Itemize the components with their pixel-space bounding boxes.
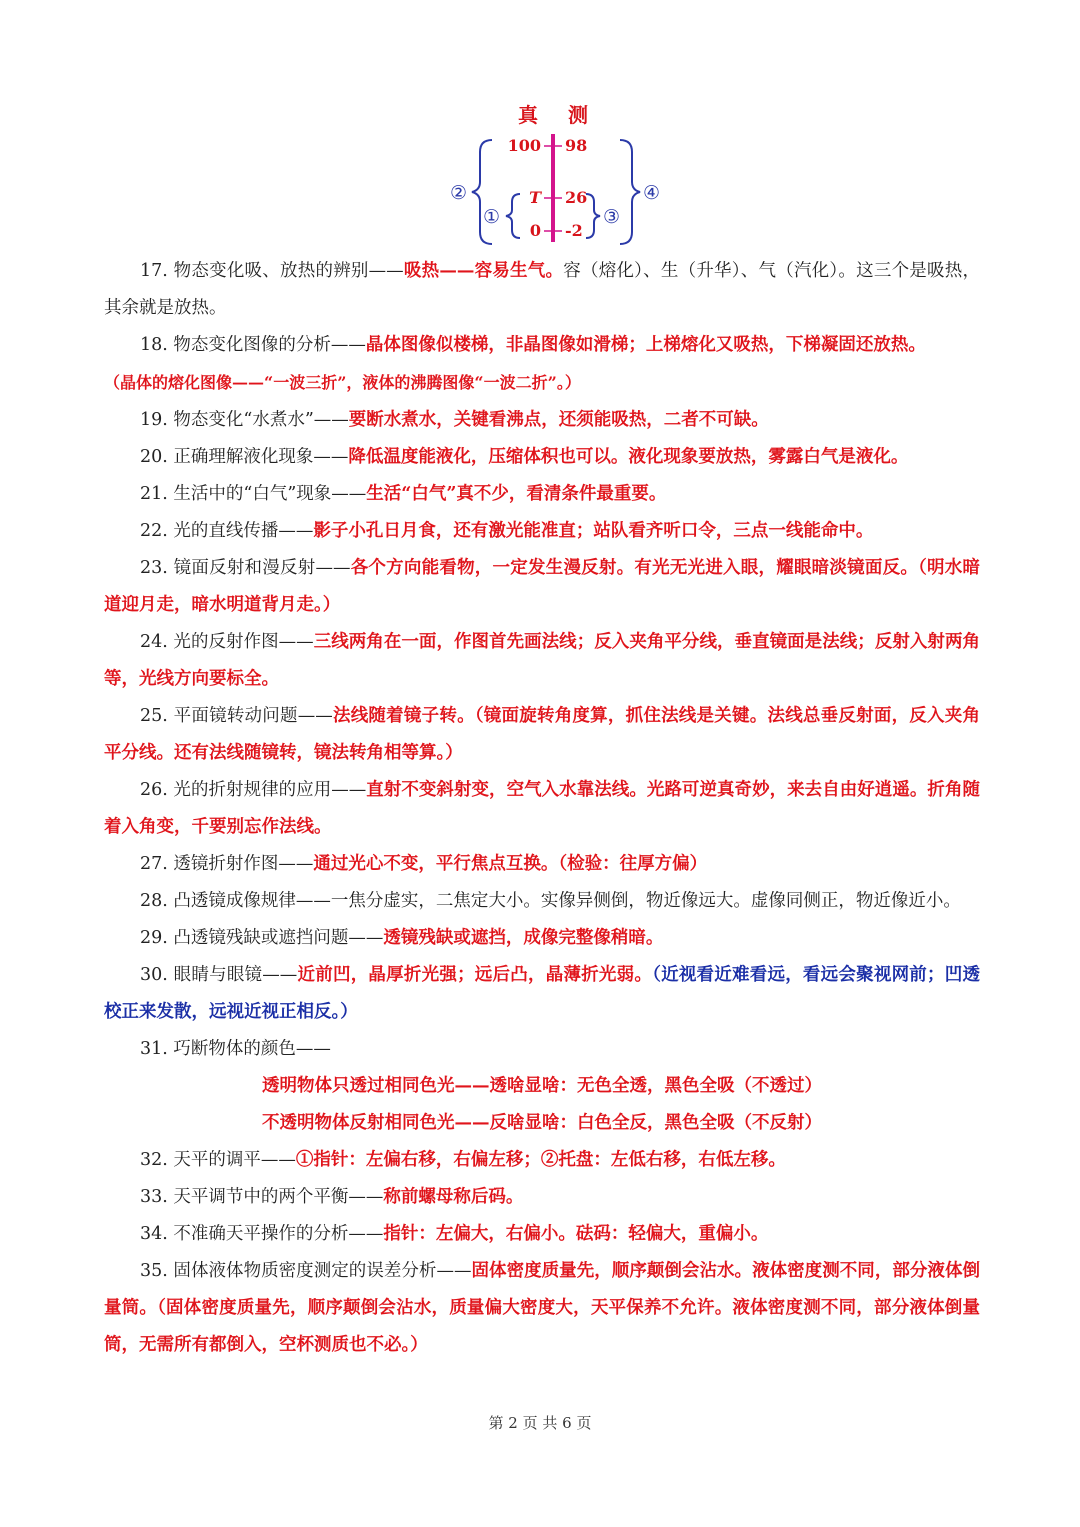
brace-inner-left (506, 194, 520, 238)
item-31-title: 31. 巧断物体的颜色—— (140, 1039, 331, 1059)
item-34-title: 34. 不准确天平操作的分析—— (140, 1224, 384, 1244)
item-29-key: 透镜残缺或遮挡，成像完整像稍暗。 (383, 928, 664, 948)
item-32-title: 32. 天平的调平—— (140, 1150, 296, 1170)
item-27-title: 27. 透镜折射作图—— (140, 854, 314, 874)
item-33-key: 称前螺母称后码。 (383, 1187, 524, 1207)
item-24-key: 三线两角在一面，作图首先画法线；反入夹角平分线，垂直镜面是法线；反射入射两角等，光线方向要标全。 (104, 632, 980, 689)
item-31 (104, 1031, 980, 1068)
item-25-title: 25. 平面镜转动问题—— (140, 706, 333, 726)
knowledge-points (104, 253, 980, 1364)
item-33-title: 33. 天平调节中的两个平衡—— (140, 1187, 384, 1207)
tick-label-0: 0 (529, 221, 541, 240)
item-18 (104, 327, 980, 364)
item-32 (104, 1142, 980, 1179)
item-29 (104, 920, 980, 957)
item-21-key: 生活“白气”真不少，看清条件最重要。 (366, 484, 667, 504)
item-25 (104, 698, 980, 772)
item-19 (104, 402, 980, 439)
item-35-key: 固体密度质量先，顺序颠倒会沾水。液体密度测不同，部分液体倒量筒。（固体密度质量先，顺序颠倒会沾水，质量偏大密度大，天平保养不允许。液体密度测不同，部分液体倒量筒，无需所有都倒入，空杯测质也不必。） (104, 1261, 980, 1355)
item-28-title: 28. 凸透镜成像规律—— (140, 891, 331, 911)
item-35 (104, 1253, 980, 1364)
item-30 (104, 957, 980, 1031)
item-18-note-text: （晶体的熔化图像——“一波三折”，液体的沸腾图像“一波二折”。） (104, 373, 581, 392)
item-23-title: 23. 镜面反射和漫反射—— (140, 558, 351, 578)
item-22 (104, 513, 980, 550)
circle-label-3: ③ (603, 206, 621, 228)
tick-label-98: 98 (565, 136, 588, 155)
tick-label-100: 100 (507, 136, 541, 155)
item-21 (104, 476, 980, 513)
circle-label-4: ④ (643, 182, 661, 204)
page-footer: 第 2 页 共 6 页 (488, 1414, 592, 1432)
item-27 (104, 846, 980, 883)
item-26-key: 直射不变斜射变，空气入水靠法线。光路可逆真奇妙，来去自由好逍遥。折角随着入角变，千要别忘作法线。 (104, 780, 980, 837)
item-34-key: 指针：左偏大，右偏小。砝码：轻偏大，重偏小。 (383, 1224, 769, 1244)
circle-label-1: ① (483, 206, 501, 228)
item-18-key: 晶体图像似楼梯，非晶图像如滑梯；上梯熔化又吸热，下梯凝固还放热。 (365, 335, 926, 355)
item-18-note (104, 364, 980, 402)
color-rule-transparent-text: 透明物体只透过相同色光——透啥显啥：无色全透，黑色全吸（不透过） (262, 1076, 822, 1096)
item-24 (104, 624, 980, 698)
item-32-key: ①指针：左偏右移，右偏左移；②托盘：左低右移，右低左移。 (295, 1150, 786, 1170)
item-22-title: 22. 光的直线传播—— (140, 521, 314, 541)
item-29-title: 29. 凸透镜残缺或遮挡问题—— (140, 928, 384, 948)
color-rule-opaque (104, 1105, 980, 1142)
item-30-title: 30. 眼睛与眼镜—— (140, 965, 298, 985)
label-true: 真 (518, 103, 538, 127)
item-17 (104, 253, 980, 327)
item-27-key: 通过光心不变，平行焦点互换。（检验：往厚方偏） (313, 854, 708, 874)
item-25-key: 法线随着镜子转。（镜面旋转角度算，抓住法线是关键。法线总垂反射面，反入夹角平分线。还有法线随镜转，镜法转角相等算。） (104, 706, 980, 763)
item-20 (104, 439, 980, 476)
item-19-key: 要断水煮水，关键看沸点，还须能吸热，二者不可缺。 (348, 410, 769, 430)
item-21-title: 21. 生活中的“白气”现象—— (140, 484, 367, 504)
item-18-title: 18. 物态变化图像的分析—— (140, 335, 366, 355)
item-26-title: 26. 光的折射规律的应用—— (140, 780, 367, 800)
item-35-title: 35. 固体液体物质密度测定的误差分析—— (140, 1261, 472, 1281)
tick-label-t: T (529, 188, 541, 207)
item-34 (104, 1216, 980, 1253)
item-30-blue-note: （近视看近难看远，看远会聚视网前；凹透校正来发散，远视近视正相反。） (104, 965, 980, 1022)
brace-inner-right (586, 194, 600, 238)
item-33 (104, 1179, 980, 1216)
item-20-key: 降低温度能液化，压缩体积也可以。液化现象要放热，雾露白气是液化。 (348, 447, 909, 467)
tick-label-minus-2: -2 (565, 221, 583, 240)
tick-label-26: 26 (565, 188, 588, 207)
label-measured: 测 (568, 103, 588, 127)
brace-outer-left (472, 140, 492, 244)
item-24-title: 24. 光的反射作图—— (140, 632, 314, 652)
thermometer-diagram (440, 98, 680, 248)
item-23 (104, 550, 980, 624)
item-26 (104, 772, 980, 846)
item-28-rest: 一焦分虚实，二焦定大小。实像异侧倒，物近像远大。虚像同侧正，物近像近小。 (330, 891, 961, 911)
brace-outer-right (620, 140, 640, 244)
item-17-rest: 容（熔化）、生（升华）、气（汽化）。这三个是吸热，其余就是放热。 (104, 261, 980, 318)
item-28 (104, 883, 980, 920)
item-30-key: 近前凹，晶厚折光强；远后凸，晶薄折光弱。 (297, 965, 653, 985)
item-19-title: 19. 物态变化“水煮水”—— (140, 410, 349, 430)
item-17-title: 17. 物态变化吸、放热的辨别—— (140, 261, 404, 281)
item-20-title: 20. 正确理解液化现象—— (140, 447, 349, 467)
item-17-key: 吸热——容易生气。 (403, 261, 564, 281)
color-rule-transparent (104, 1068, 980, 1105)
item-22-key: 影子小孔日月食，还有激光能准直；站队看齐听口令，三点一线能命中。 (313, 521, 874, 541)
color-rule-opaque-text: 不透明物体反射相同色光——反啥显啥：白色全反，黑色全吸（不反射） (262, 1113, 822, 1133)
item-23-key: 各个方向能看物，一定发生漫反射。有光无光进入眼，耀眼暗淡镜面反。（明水暗道迎月走，暗水明道背月走。） (104, 558, 980, 615)
circle-label-2: ② (450, 182, 468, 204)
